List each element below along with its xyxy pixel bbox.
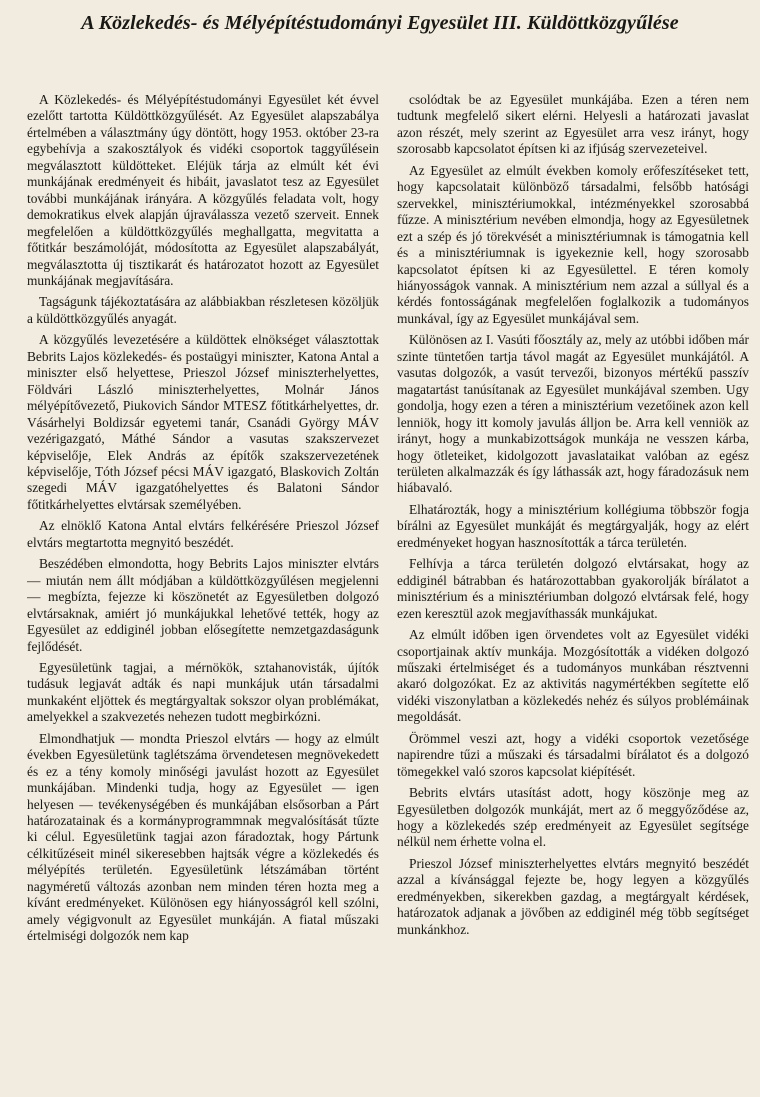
paragraph: Elmondhatjuk — mondta Prieszol elvtárs — hogy az elmúlt években Egyesületünk taglétszáma örvendetesen megnövekedett és ez a tény komoly minőségi javulást hozott az Egyesület munkájában. Mindenki tudja, hogy az Egyesület — igen helyesen — tevékenységében és munkájában elsősorban a Párt határozatainak és a kormányprogrammnak megvalósítását tűzte ki célul. Egyesületünk tagjai azon fáradoztak, hogy Pártunk célkitűzéseit minél sikeresebben hajtsák végre a közlekedés és mélyépítés területén. Egyesületünk létszámában történt nagyméretű változás azonban nem minden téren hozta meg a kívánt eredményeket. Különösen egy hiányosságról kell szólni, amely végigvonult az Egyesület munkáján. A fiatal műszaki értelmiségi dolgozók nem kap [27,730,379,944]
paragraph: Bebrits elvtárs utasítást adott, hogy köszönje meg az Egyesületben dolgozók munkáját, mert az ő meggyőződése az, hogy a közlekedés szép eredményeit az Egyesület segítsége nélkül nem érhette volna el. [397,785,749,850]
paragraph: Prieszol József miniszterhelyettes elvtárs megnyitó beszédét azzal a kívánsággal fejezte be, hogy legyen a közgyűlés eredményekben, sikerekben gazdag, a megtárgyalt kérdések, határozatok adjanak a jövőben az eddiginél még több segítséget munkánkhoz. [397,855,749,937]
paragraph: Tagságunk tájékoztatására az alábbiakban részletesen közöljük a küldöttközgyűlés anyagát. [27,294,379,326]
column-left [27,92,379,1090]
article-body [27,92,749,1090]
paragraph: Különösen az I. Vasúti főosztály az, mely az utóbbi időben már szinte tüntetően tartja távol magát az Egyesület munkájától. A vasutas dolgozók, a vasút tervezői, bizonyos mértékű passzív magatartást tanúsítanak az Egyesület munkájával szemben. Ugy gondolja, hogy ezen a téren a minisztérium vezetőinek azon kell lenniök, hogy itt komoly javulás álljon be. Arra kell venniök az irányt, hogy a munkabizottságok munkája ne vesszen kárba, hogy ötleteiket, kidolgozott javaslataikat valóban az egész területen alkalmazzák és így láthassák azt, hogy fáradozásuk nem hiábavaló. [397,332,749,496]
paragraph: A Közlekedés- és Mélyépítéstudományi Egyesület két évvel ezelőtt tartotta Küldöttközgyűlését. Az Egyesület alapszabálya értelmében a választmány úgy döntött, hogy 1953. október 23-ra egybehívja a szakosztályok és vidéki csoportok taggyűlésein megválasztott küldötteket. Eléjük tárja az elmúlt két évi munkájának eredményeit és hibáit, javaslatot tesz az Egyesület további munkájának irányára. A közgyűlés feladata volt, hogy demokratikus elvek alapján újraválassza vezető szerveit. Ennek megfelelően a küldöttközgyűlés meghallgatta, megvitatta a főtitkár beszámolóját, módosította az Egyesület alapszabályát, megválasztotta új tisztikarát és határozatot hozott az Egyesület munkájának megjavítására. [27,92,379,288]
paragraph: Beszédében elmondotta, hogy Bebrits Lajos miniszter elvtárs — miután nem állt módjában a küldöttközgyűlésen megjelenni — megbízta, fejezze ki köszönetét az Egyesületben dolgozó elvtársaknak, amiért jó munkájukkal lehetővé tették, hogy az Egyesület az eddiginél jobban elősegítette nemzetgazdaságunk fejlődését. [27,556,379,654]
column-right [397,92,749,1090]
article-title: A Közlekedés- és Mélyépítéstudományi Egyesület III. Küldöttközgyűlése [81,12,679,34]
paragraph: Felhívja a tárca területén dolgozó elvtársakat, hogy az eddiginél bátrabban és határozottabban gyakorolják bírálatot a minisztérium és a minisztériumban dolgozó elvtársak felé, hogy ezen keresztül azok megjavíthassák munkájukat. [397,556,749,621]
paragraph: Az elmúlt időben igen örvendetes volt az Egyesület vidéki csoportjainak aktív munkája. Mozgósították a vidéken dolgozó műszaki értelmiséget és a tudományos munkában résztvenni akaró dolgozókat. Ez az aktivitás nagymértékben segítette elő vidéki viszonylatban a közlekedés nehéz és súlyos problémáinak megoldását. [397,627,749,725]
paragraph: Egyesületünk tagjai, a mérnökök, sztahanovisták, újítók tudásuk legjavát adták és napi munkájuk után társadalmi munkaként eljöttek és megtárgyaltak sokszor olyan problémákat, amelyekkel a szakvezetés nehezen tudott megbirkózni. [27,659,379,725]
paragraph: Elhatározták, hogy a minisztérium kollégiuma többször fogja bírálni az Egyesület munkáját és megtárgyalják, hogy az elért eredményeket hogyan hasznosították a tárca területén. [397,501,749,550]
paragraph: Örömmel veszi azt, hogy a vidéki csoportok vezetősége napirendre tűzi a műszaki és társadalmi bírálatot és a dolgozó tömegekkel való szoros kapcsolat kiépítését. [397,730,749,779]
paragraph: A közgyűlés levezetésére a küldöttek elnökséget választottak Bebrits Lajos közlekedés- és postaügyi miniszter, Katona Antal a miniszter első helyettese, Prieszol József miniszterhelyettes, Földvári László miniszterhelyettes, Molnár János mélyépítővezető, Piukovich Sándor MTESZ főtitkárhelyettes, dr. Vásárhelyi Boldizsár egyetemi tanár, Csanádi György MÁV vezérigazgató, Máthé Sándor a vasutas szakszervezet képviselője, Elek András az építők szakszervezetének képviselője, Tóth József pécsi MÁV igazgató, Blaskovich Zoltán szegedi MÁV igazgatóhelyettes és Balatoni Sándor főtitkárhelyettes elvtársak személyében. [27,332,379,512]
paragraph: Az Egyesület az elmúlt években komoly erőfeszítéseket tett, hogy kapcsolatait különböző társadalmi, felsőbb hatósági szervekkel, minisztériumokkal, intézményekkel szorosabbá fűzze. A minisztérium nevében elmondja, hogy az Egyesületnek ezt a szép és jó törekvését a minisztériumnak is támogatnia kell és a minisztériumnak is igyekeznie kell, hogy szorosabb kapcsolatot építsen ki az Egyesülettel. E téren komoly hiányosságok vannak. A minisztérium nem azzal a súllyal és a kérdés fontosságának megfelelően foglalkozik a tudományos munkával, így az Egyesület munkájával sem. [397,162,749,326]
paragraph: csolódtak be az Egyesület munkájába. Ezen a téren nem tudtunk megfelelő sikert elérni. Helyesli a határozati javaslat azon részét, mely szerint az Egyesület arra vesz irányt, hogy szorosabb kapcsolatot építsen ki az ifjúság szervezeteivel. [397,92,749,157]
paragraph: Az elnöklő Katona Antal elvtárs felkérésére Prieszol József elvtárs megtartotta megnyitó beszédét. [27,518,379,550]
